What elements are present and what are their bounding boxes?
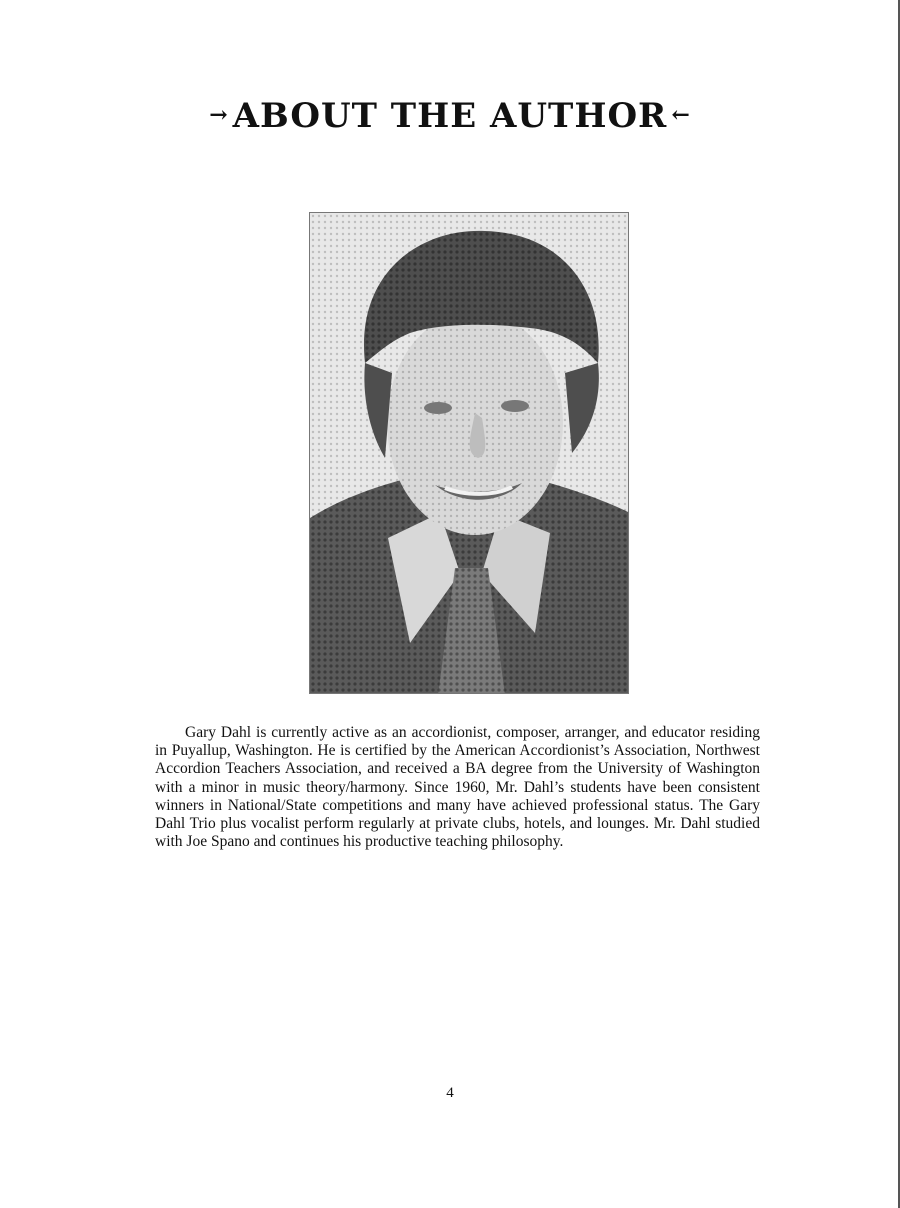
author-biography: Gary Dahl is currently active as an accordionist, composer, arranger, and educator residing in Puyallup, Washington. He is certified by the American Accordionist’s Association, Northwest Accordion Teachers Association, and received a BA degree from the University of Washington with a minor in music theory/harmony. Since 1960, Mr. Dahl’s students have been consistent winners in National/State competitions and many have achieved professional status. The Gary Dahl Trio plus vocalist perform regularly at private clubs, hotels, and lounges. Mr. Dahl studied with Joe Spano and continues his productive teaching philosophy. [155, 724, 760, 851]
right-eye [501, 400, 529, 412]
left-eye [424, 402, 452, 414]
page-title [0, 96, 900, 136]
title-text: ABOUT THE AUTHOR [232, 96, 668, 136]
title-left-ornament: → [209, 102, 229, 128]
author-portrait-illustration [310, 213, 629, 694]
author-photo [309, 212, 629, 694]
page-number: 4 [446, 1085, 454, 1101]
title-right-ornament: ← [671, 102, 691, 128]
